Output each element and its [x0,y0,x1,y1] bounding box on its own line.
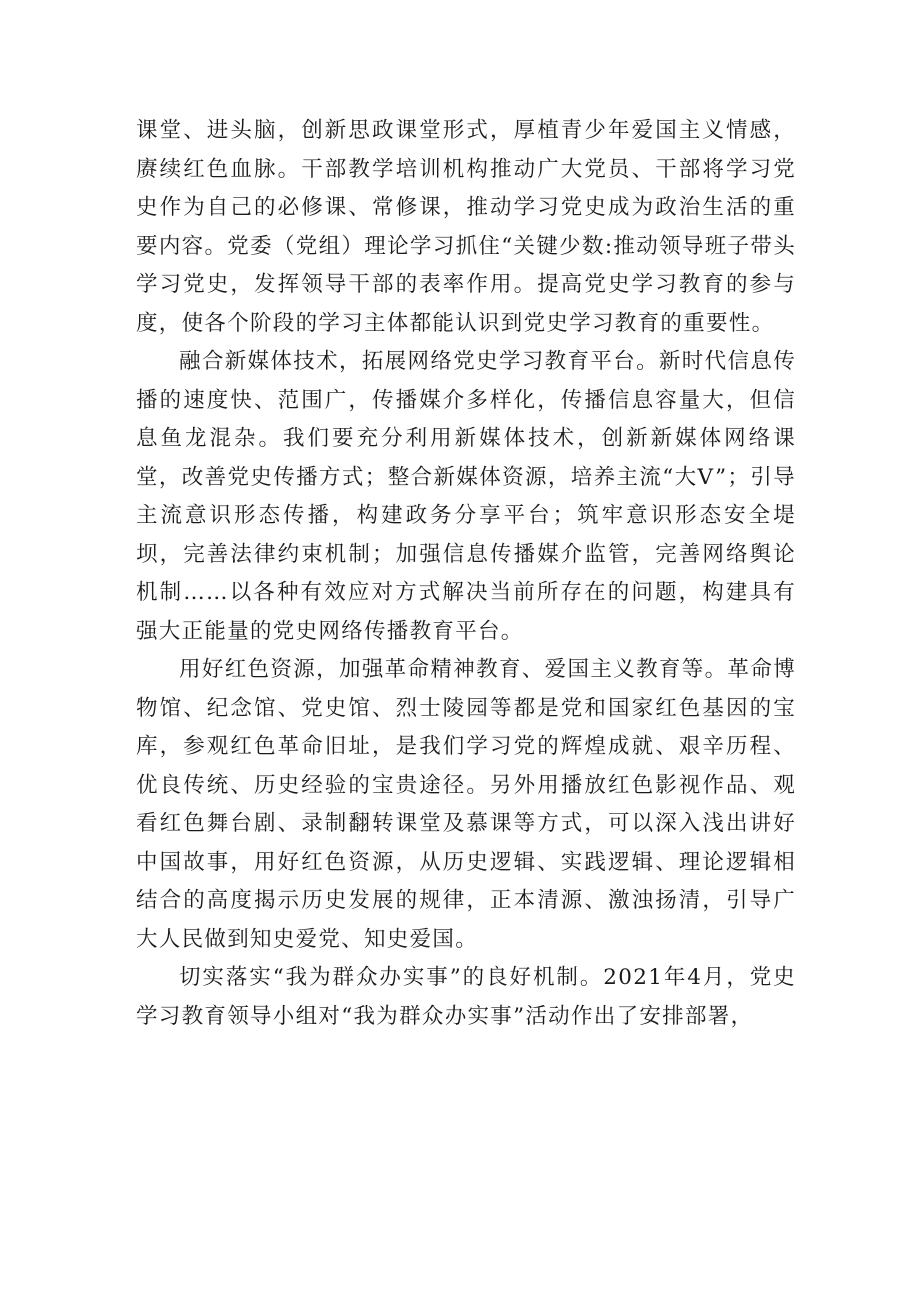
paragraph-2: 融合新媒体技术，拓展网络党史学习教育平台。新时代信息传播的速度快、范围广，传播媒介多样化，传播信息容量大，但信息鱼龙混杂。我们要充分利用新媒体技术，创新新媒体网络课堂，改善党史传播方式；整合新媒体资源，培养主流“大V”；引导主流意识形态传播，构建政务分享平台；筑牢意识形态安全堤坝，完善法律约束机制；加强信息传播媒介监管，完善网络舆论机制……以各种有效应对方式解决当前所存在的问题，构建具有强大正能量的党史网络传播教育平台。 [136,349,796,644]
paragraph-1: 课堂、进头脑，创新思政课堂形式，厚植青少年爱国主义情感，赓续红色血脉。干部教学培训机构推动广大党员、干部将学习党史作为自己的必修课、常修课，推动学习党史成为政治生活的重要内容。党委（党组）理论学习抓住“关键少数:推动领导班子带头学习党史，发挥领导干部的表率作用。提高党史学习教育的参与度，使各个阶段的学习主体都能认识到党史学习教育的重要性。 [136,118,796,336]
document-body [136,112,796,1036]
paragraph-3: 用好红色资源，加强革命精神教育、爱国主义教育等。革命博物馆、纪念馆、党史馆、烈士陵园等都是党和国家红色基因的宝库，参观红色革命旧址，是我们学习党的辉煌成就、艰辛历程、优良传统、历史经验的宝贵途径。另外用播放红色影视作品、观看红色舞台剧、录制翻转课堂及慕课等方式，可以深入浅出讲好中国故事，用好红色资源，从历史逻辑、实践逻辑、理论逻辑相结合的高度揭示历史发展的规律，正本清源、激浊扬清，引导广大人民做到知史爱党、知史爱国。 [136,657,796,952]
paragraph-4: 切实落实“我为群众办实事”的良好机制。2021年4月，党史学习教育领导小组对“我为群众办实事”活动作出了安排部署， [136,965,796,1029]
